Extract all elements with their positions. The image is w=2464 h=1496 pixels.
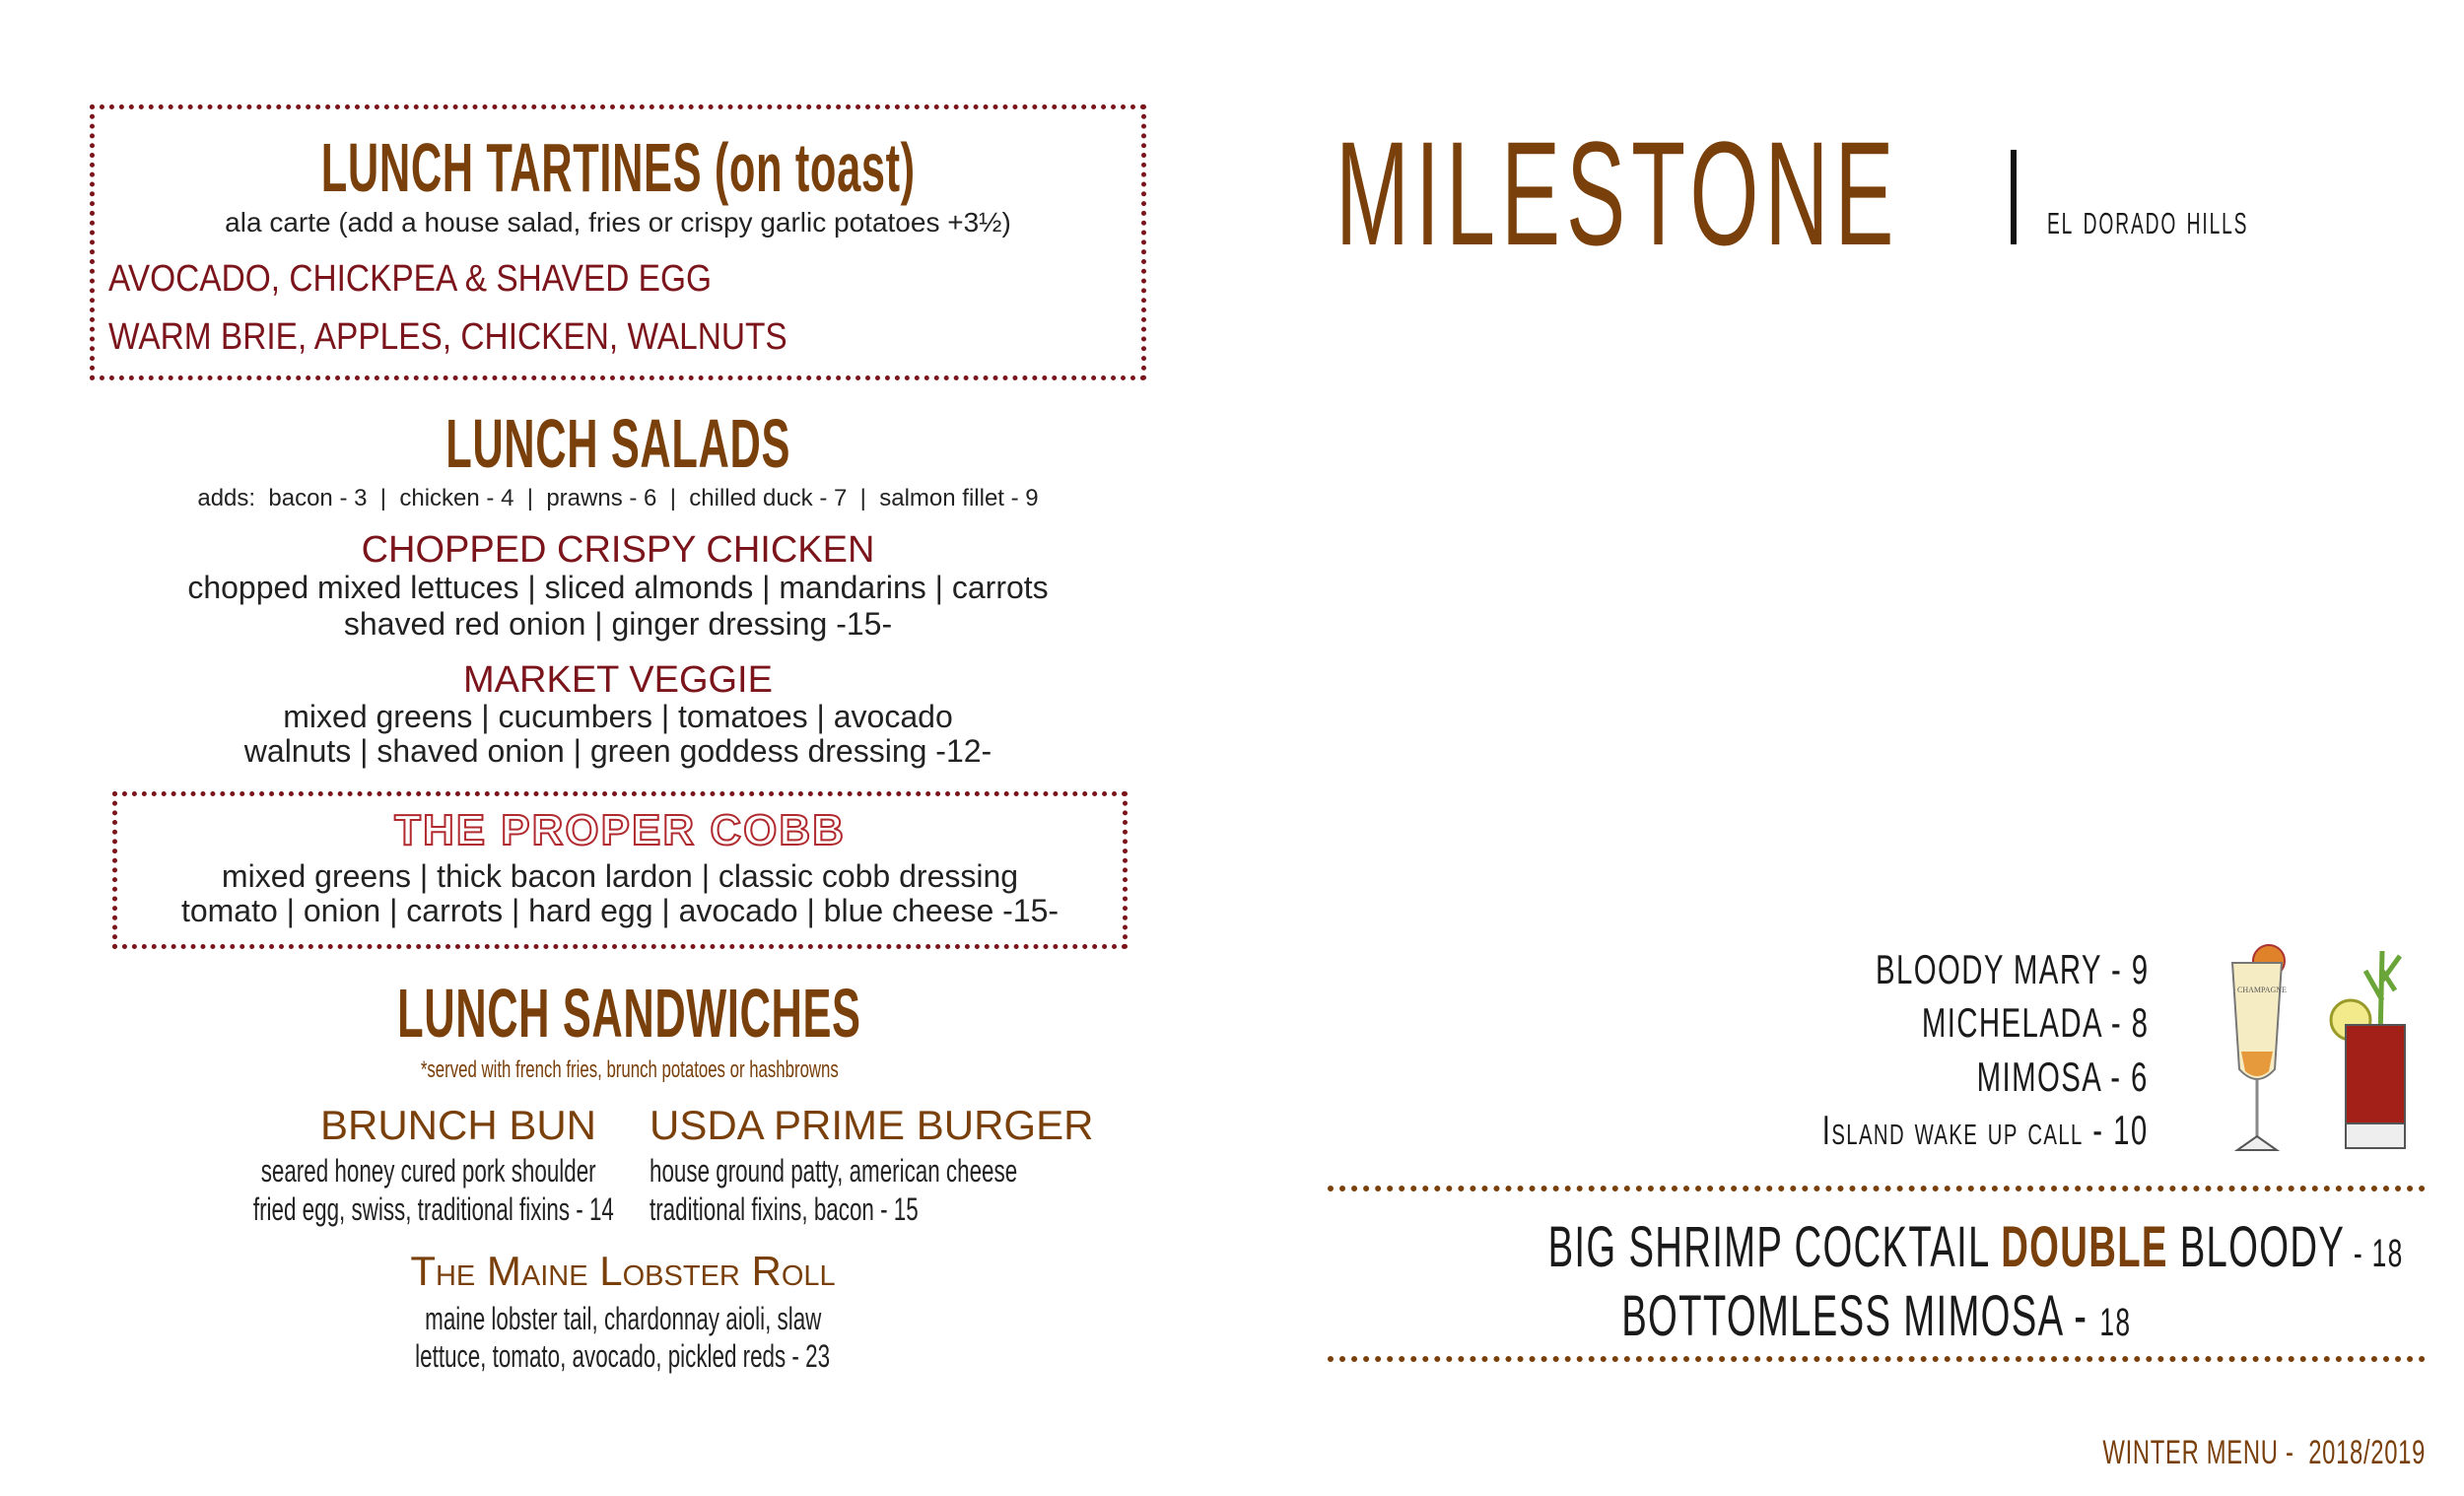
salads-title: LUNCH SALADS bbox=[445, 405, 790, 482]
season-footer: WINTER MENU - 2018/2019 bbox=[2102, 1434, 2426, 1471]
salad-name: MARKET VEGGIE bbox=[463, 659, 773, 701]
brand-name: MILESTONE bbox=[1335, 110, 1900, 276]
brand-divider bbox=[2011, 150, 2017, 244]
salad-desc: walnuts | shaved onion | green goddess dressing -12- bbox=[243, 733, 992, 769]
sandwich-desc: seared honey cured pork shoulder bbox=[261, 1153, 596, 1189]
salads-adds: adds: bacon - 3 | chicken - 4 | prawns - 6 | chilled duck - 7 | salmon fillet - 9 bbox=[197, 485, 1039, 511]
sandwich-desc: fried egg, swiss, traditional fixins - 14 bbox=[252, 1191, 614, 1227]
special-double-bloody bbox=[1328, 1214, 2426, 1280]
special-emphasis: DOUBLE bbox=[2001, 1215, 2168, 1279]
sandwiches-note: *served with french fries, brunch potatoes or hashbrowns bbox=[420, 1056, 839, 1083]
salad-desc: tomato | onion | carrots | hard egg | avocado | blue cheese -15- bbox=[180, 893, 1060, 928]
special-text: BIG SHRIMP COCKTAIL bbox=[1547, 1215, 2002, 1279]
special-text: BLOODY bbox=[2167, 1215, 2346, 1279]
sandwich-name: USDA PRIME BURGER bbox=[650, 1102, 1094, 1148]
salad-desc: chopped mixed lettuces | sliced almonds | mandarins | carrots bbox=[187, 570, 1049, 605]
tartine-item: AVOCADO, CHICKPEA & SHAVED EGG bbox=[108, 258, 712, 300]
special-text: BOTTOMLESS MIMOSA - bbox=[1621, 1284, 2100, 1348]
bloody-mary-illustration bbox=[2311, 941, 2439, 1158]
glass-label: CHAMPAGNE bbox=[2237, 986, 2287, 994]
tartines-note: ala carte (add a house salad, fries or crispy garlic potatoes +3½) bbox=[225, 207, 1011, 238]
salad-name: THE PROPER COBB bbox=[394, 806, 846, 854]
salad-desc: shaved red onion | ginger dressing -15- bbox=[343, 606, 893, 642]
salad-desc: mixed greens | cucumbers | tomatoes | avocado bbox=[283, 699, 953, 734]
tartine-item: WARM BRIE, APPLES, CHICKEN, WALNUTS bbox=[108, 316, 787, 358]
divider-top bbox=[1328, 1186, 2426, 1191]
tartines-title: LUNCH TARTINES (on toast) bbox=[320, 129, 916, 206]
brand-location: el dorado hills bbox=[2047, 195, 2249, 243]
salad-desc: mixed greens | thick bacon lardon | classic cobb dressing bbox=[221, 858, 1019, 894]
sandwich-desc: house ground patty, american cheese bbox=[650, 1153, 1018, 1189]
sandwich-name: The Maine Lobster Roll bbox=[410, 1248, 836, 1294]
drink-item: MICHELADA - 8 bbox=[1921, 999, 2149, 1046]
sandwich-desc: traditional fixins, bacon - 15 bbox=[650, 1191, 919, 1227]
special-price: - 18 bbox=[2345, 1232, 2404, 1275]
divider-bottom bbox=[1328, 1356, 2426, 1362]
sandwich-desc: maine lobster tail, chardonnay aioli, slaw bbox=[424, 1301, 822, 1336]
salad-name: CHOPPED CRISPY CHICKEN bbox=[361, 529, 875, 571]
sandwiches-title: LUNCH SANDWICHES bbox=[397, 975, 861, 1052]
sandwich-name: BRUNCH BUN bbox=[319, 1102, 596, 1148]
drink-item: Island wake up call - 10 bbox=[1822, 1107, 2149, 1153]
sandwich-desc: lettuce, tomato, avocado, pickled reds - 23 bbox=[415, 1338, 831, 1374]
champagne-glass-illustration bbox=[2208, 941, 2316, 1158]
special-price: 18 bbox=[2099, 1301, 2132, 1344]
special-bottomless-mimosa bbox=[1328, 1283, 2426, 1349]
drink-item: BLOODY MARY - 9 bbox=[1875, 946, 2149, 992]
drink-item: MIMOSA - 6 bbox=[1976, 1054, 2149, 1100]
